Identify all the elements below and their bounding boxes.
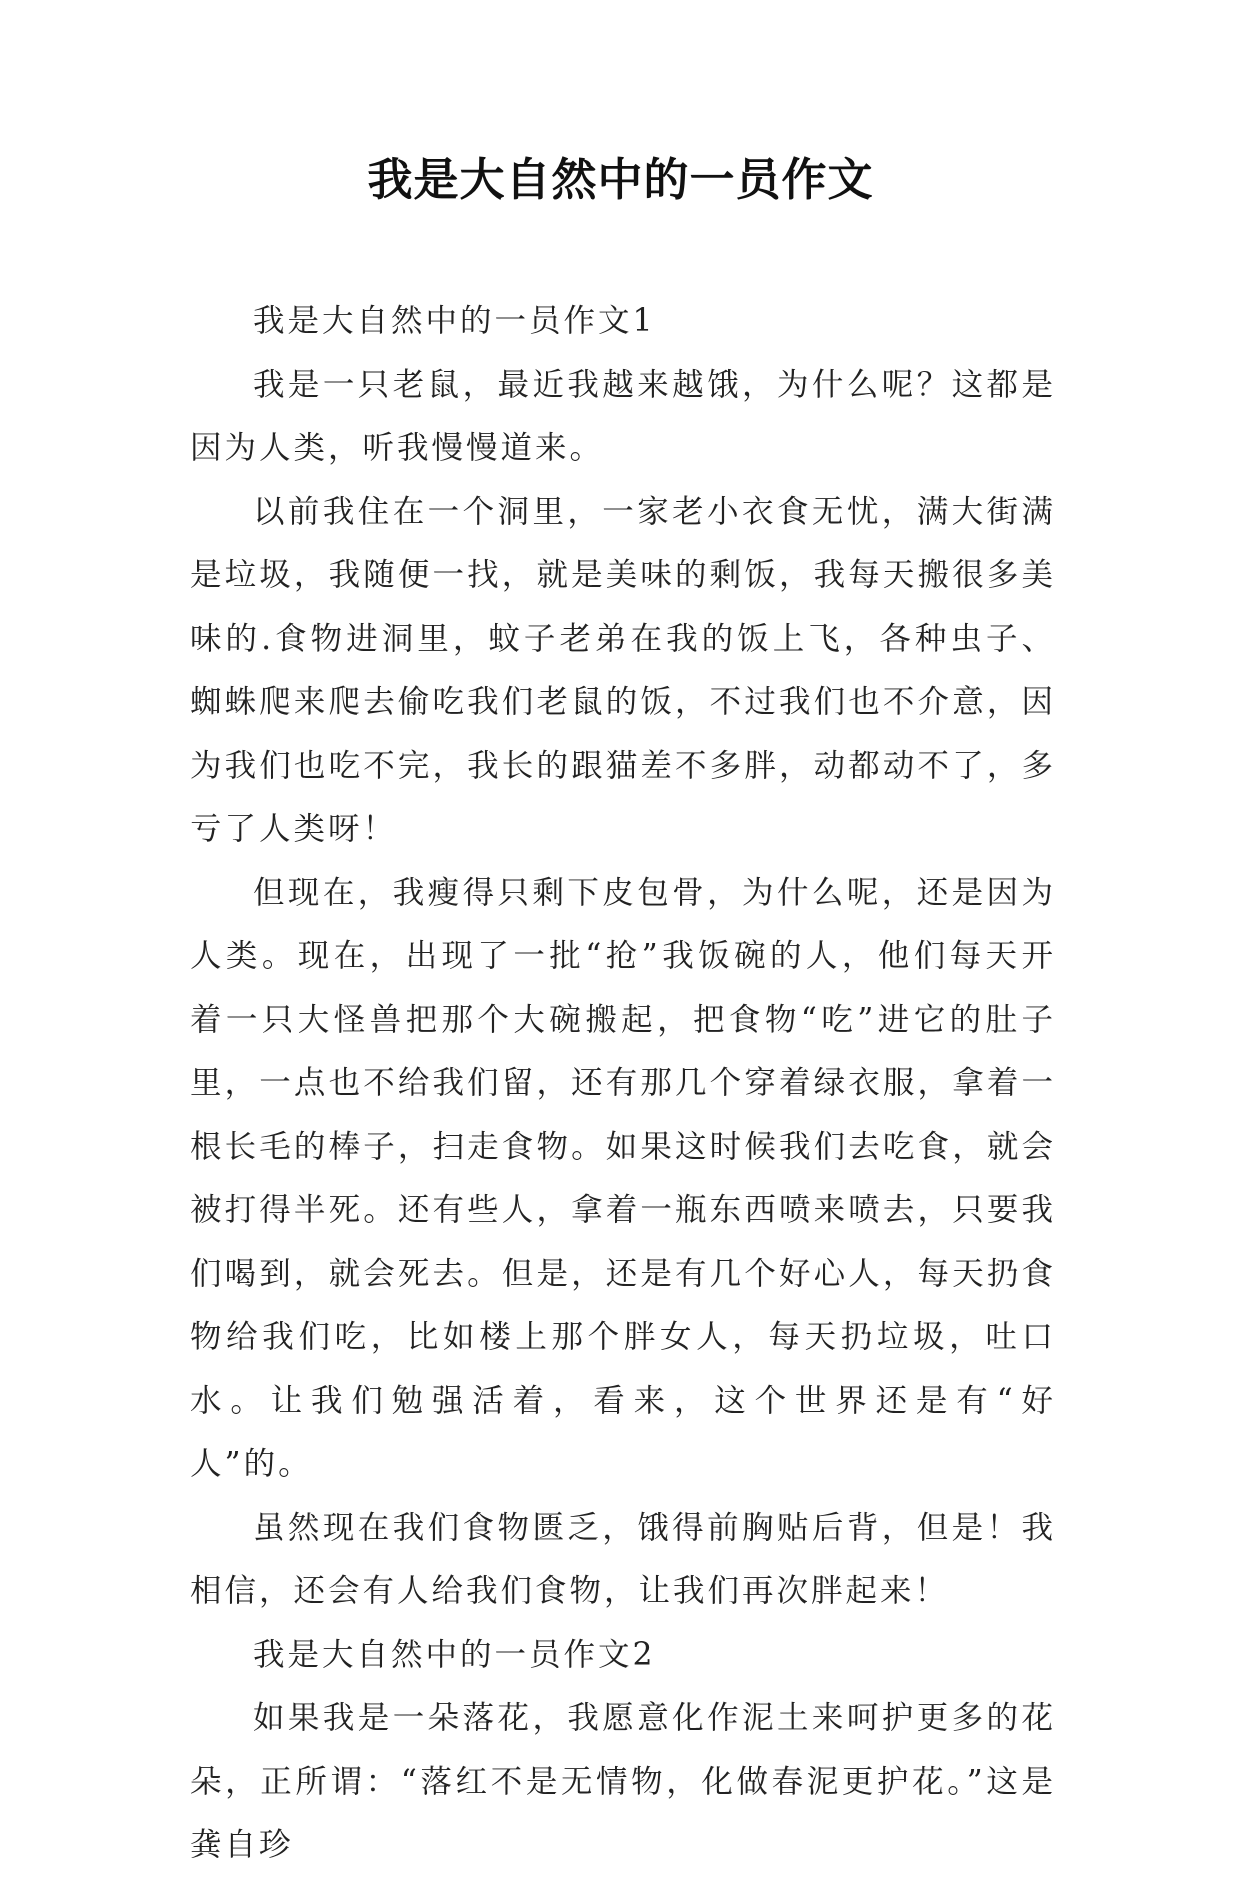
paragraph: 但现在，我瘦得只剩下皮包骨，为什么呢，还是因为人类。现在，出现了一批“抢”我饭碗的人，他们每天开着一只大怪兽把那个大碗搬起，把食物“吃”进它的肚子里，一点也不给我们留，还有那几个穿着绿衣服，拿着一根长毛的棒子，扫走食物。如果这时候我们去吃食，就会被打得半死。还有些人，拿着一瓶东西喷来喷去，只要我们喝到，就会死去。但是，还是有几个好心人，每天扔食物给我们吃，比如楼上那个胖女人，每天扔垃圾，吐口水。让我们勉强活着，看来，这个世界还是有“好人”的。 (190, 874, 1056, 1482)
section-heading-2: 我是大自然中的一员作文2 (253, 1636, 656, 1673)
paragraph: 虽然现在我们食物匮乏，饿得前胸贴后背，但是！我相信，还会有人给我们食物，让我们再次胖起来！ (190, 1509, 1056, 1609)
paragraph: 如果我是一朵落花，我愿意化作泥土来呵护更多的花朵，正所谓：“落红不是无情物，化做春泥更护花。”这是龚自珍 (190, 1700, 1056, 1863)
document-title: 我是大自然中的一员作文 (367, 153, 874, 206)
document-body (190, 290, 1056, 1878)
paragraph: 以前我住在一个洞里，一家老小衣食无忧，满大街满是垃圾，我随便一找，就是美味的剩饭，我每天搬很多美味的.食物进洞里，蚊子老弟在我的饭上飞，各种虫子、蜘蛛爬来爬去偷吃我们老鼠的饭，不过我们也不介意，因为我们也吃不完，我长的跟猫差不多胖，动都动不了，多亏了人类呀！ (190, 493, 1056, 847)
section-heading-1: 我是大自然中的一员作文1 (253, 303, 656, 339)
paragraph: 我是一只老鼠，最近我越来越饿，为什么呢？这都是因为人类，听我慢慢道来。 (190, 366, 1056, 466)
